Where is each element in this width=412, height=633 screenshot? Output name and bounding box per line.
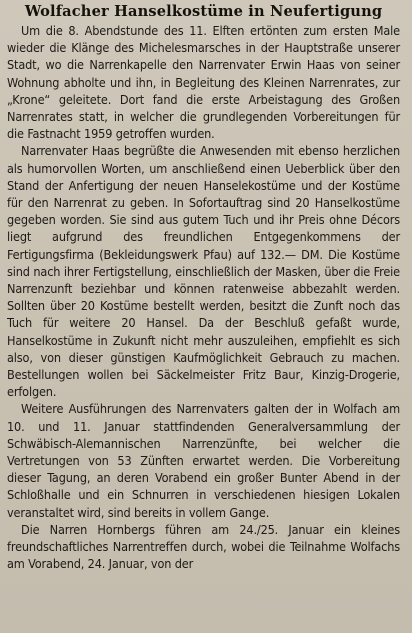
article-paragraph: Die Narren Hornbergs führen am 24./25. Januar ein kleines freundschaftliches Narrentreffen durch, wobei die Teilnahme Wolfachs am Vorabend, 24. Januar, von der [7,521,400,572]
article-body [7,22,400,573]
article-headline: Wolfacher Hanselkostüme in Neufertigung [24,3,383,20]
article-paragraph: Um die 8. Abendstunde des 11. Elften ertönten zum ersten Male wieder die Klänge des Michelesmarsches in der Hauptstraße unserer Stadt, wo die Narrenkapelle den Narrenvater Erwin Haas von seiner Wohnung abholte und ihn, in Begleitung des Kleinen Narrenrates, zur „Krone“ geleitete. Dort fand die erste Arbeistagung des Großen Narrenrates statt, in welcher die grundlegenden Vorbereitungen für die Fastnacht 1959 getroffen wurden. [7,23,400,142]
article-paragraph: Weitere Ausführungen des Narrenvaters galten der in Wolfach am 10. und 11. Januar stattfindenden Generalversammlung der Schwäbisch-Alemannischen Narrenzünfte, bei welcher die Vertretungen von 53 Zünften erwartet werden. Die Vorbereitung dieser Tagung, an deren Vorabend ein großer Bunter Abend in der Schloßhalle und ein Schnurren in verschiedenen hiesigen Lokalen veranstaltet wird, sind bereits in vollem Gange. [7,401,400,520]
article-paragraph: Narrenvater Haas begrüßte die Anwesenden mit ebenso herzlichen als humorvollen Worten, um anschließend einen Ueberblick über den Stand der Anfertigung der neuen Hanselekostüme und der Kostüme für den Narrenrat zu geben. In Sofortauftrag sind 20 Hanselkostüme gegeben worden. Sie sind aus gutem Tuch und ihr Preis ohne Décors liegt aufgrund des freundlichen Entgegenkommens der Fertigungsfirma (Bekleidungswerk Pfau) auf 132.— DM. Die Kostüme sind nach ihrer Fertigstellung, einschließlich der Masken, über die Freie Narrenzunft beziehbar und können ratenweise abbezahlt werden. Sollten über 20 Kostüme bestellt werden, besitzt die Zunft noch das Tuch für weitere 20 Hansel. Da der Beschluß gefaßt wurde, Hanselkostüme in Zukunft nicht mehr auszuleihen, empfiehlt es sich also, von dieser günstigen Kaufmöglichkeit Gebrauch zu machen. Bestellungen wollen bei Säckelmeister Fritz Baur, Kinzig-Drogerie, erfolgen. [7,143,400,400]
